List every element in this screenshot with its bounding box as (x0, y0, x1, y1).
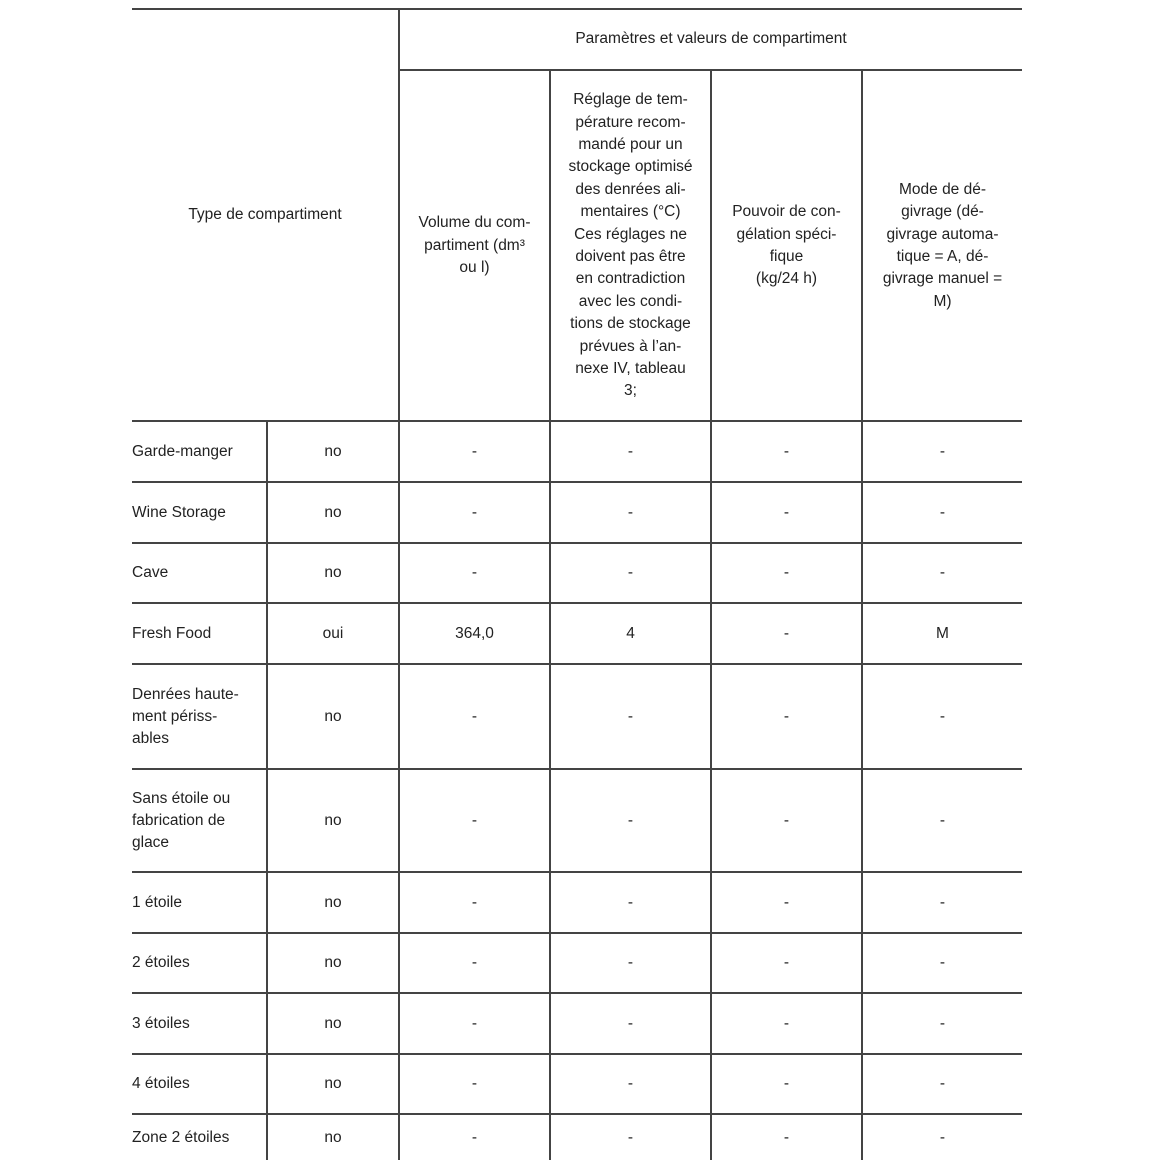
row-type: Garde-manger (132, 442, 233, 460)
row-present: no (324, 811, 342, 829)
row-temperature: - (627, 893, 634, 911)
row-temperature: - (627, 564, 634, 581)
row-temperature: - (627, 707, 634, 725)
column-header-freezing-capacity: Pouvoir de con- gélation spéci- fique (kg/24 h) (732, 203, 841, 288)
row-volume: - (471, 707, 478, 725)
row-volume: - (471, 1014, 478, 1032)
row-type: Sans étoile ou fabrication de glace (132, 789, 231, 851)
type-column-header: Type de compartiment (188, 205, 342, 223)
row-temperature: 4 (626, 624, 635, 642)
row-volume: - (471, 503, 478, 521)
row-type: 2 étoiles (132, 954, 190, 971)
row-freezing-capacity: - (783, 624, 790, 642)
row-freezing-capacity: - (783, 564, 790, 581)
row-freezing-capacity: - (783, 503, 790, 521)
row-volume: - (471, 811, 478, 829)
row-freezing-capacity: - (783, 707, 790, 725)
row-present: no (324, 1014, 342, 1032)
row-type: 3 étoiles (132, 1014, 190, 1032)
group-column-header: Paramètres et valeurs de compartiment (575, 30, 847, 48)
row-type: 1 étoile (132, 893, 182, 911)
row-volume: 364,0 (455, 624, 494, 642)
row-freezing-capacity: - (783, 1128, 790, 1146)
row-temperature: - (627, 811, 634, 829)
row-present: no (324, 893, 342, 911)
column-header-temperature: Réglage de tem- pérature recom- mandé pour un stockage optimisé des denrées ali- mentaires (°C) Ces réglages ne doivent pas être en contradiction avec les condi- tions de stockage prévues à l’an- nexe IV, tableau 3; (568, 91, 693, 400)
row-freezing-capacity: - (783, 954, 790, 971)
row-type: Denrées haute- ment périss- ables (132, 685, 239, 747)
row-volume: - (471, 442, 478, 460)
row-type: Cave (132, 564, 169, 581)
row-volume: - (471, 954, 478, 971)
row-temperature: - (627, 1075, 634, 1092)
row-defrost-mode: - (939, 1075, 946, 1092)
row-defrost-mode: - (939, 564, 946, 581)
row-defrost-mode: - (939, 811, 946, 829)
row-freezing-capacity: - (783, 442, 790, 460)
row-volume: - (471, 1075, 478, 1092)
row-defrost-mode: - (939, 893, 946, 911)
row-freezing-capacity: - (783, 811, 790, 829)
row-present: no (324, 1128, 342, 1146)
row-type: Zone 2 étoiles (132, 1128, 230, 1146)
row-present: no (324, 1075, 342, 1092)
row-freezing-capacity: - (783, 1014, 790, 1032)
row-defrost-mode: - (939, 1014, 946, 1032)
row-defrost-mode: - (939, 503, 946, 521)
row-temperature: - (627, 1128, 634, 1146)
row-volume: - (471, 564, 478, 581)
row-present: no (324, 442, 342, 460)
row-freezing-capacity: - (783, 893, 790, 911)
row-volume: - (471, 893, 478, 911)
row-temperature: - (627, 1014, 634, 1032)
row-defrost-mode: M (936, 624, 949, 642)
row-temperature: - (627, 503, 634, 521)
row-present: oui (322, 624, 344, 642)
row-type: Fresh Food (132, 624, 212, 642)
row-temperature: - (627, 442, 634, 460)
row-defrost-mode: - (939, 1128, 946, 1146)
row-defrost-mode: - (939, 442, 946, 460)
row-defrost-mode: - (939, 954, 946, 971)
row-temperature: - (627, 954, 634, 971)
row-freezing-capacity: - (783, 1075, 790, 1092)
row-type: Wine Storage (132, 503, 226, 521)
column-header-defrost-mode: Mode de dé- givrage (dé- givrage automa- tique = A, dé- givrage manuel = M) (882, 180, 1003, 310)
row-present: no (324, 707, 342, 725)
row-volume: - (471, 1128, 478, 1146)
row-present: no (324, 954, 342, 971)
row-type: 4 étoiles (132, 1075, 190, 1092)
column-header-volume: Volume du com- partiment (dm³ ou l) (418, 214, 531, 277)
row-defrost-mode: - (939, 707, 946, 725)
row-present: no (324, 564, 342, 581)
row-present: no (324, 503, 342, 521)
